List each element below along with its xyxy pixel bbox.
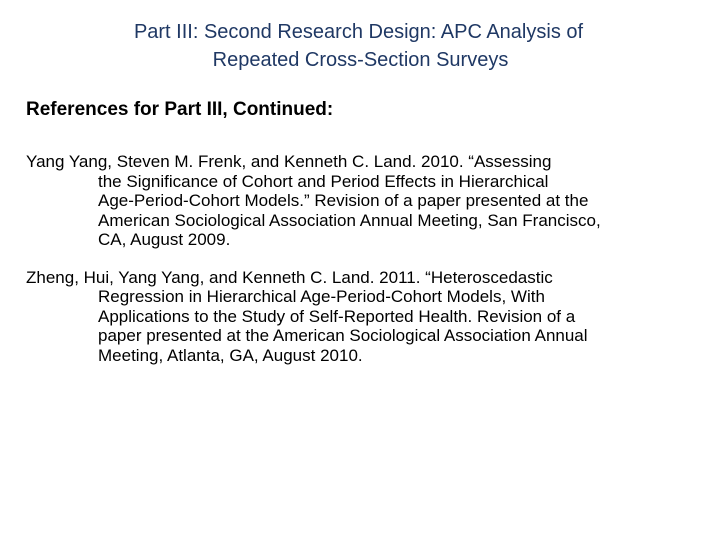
reference-line: Regression in Hierarchical Age-Period-Cohort Models, With	[98, 287, 545, 306]
reference-line: paper presented at the American Sociological Association Annual	[98, 326, 588, 345]
reference-line: the Significance of Cohort and Period Effects in Hierarchical	[98, 171, 549, 191]
reference-line: Age-Period-Cohort Models.” Revision of a paper presented at the	[98, 191, 589, 210]
reference-line: Yang Yang, Steven M. Frenk, and Kenneth C. Land. 2010. “Assessing	[26, 152, 552, 171]
reference-item	[26, 268, 696, 366]
reference-line: Applications to the Study of Self-Reported Health. Revision of a	[98, 306, 576, 326]
reference-line: Zheng, Hui, Yang Yang, and Kenneth C. Land. 2011. “Heteroscedastic	[26, 267, 553, 287]
references-heading: References for Part III, Continued:	[26, 99, 334, 120]
reference-item	[26, 152, 696, 250]
reference-line: CA, August 2009.	[98, 230, 231, 249]
title-line-1: Part III: Second Research Design: APC Analysis of	[133, 21, 584, 43]
slide-title	[0, 18, 720, 74]
reference-line: American Sociological Association Annual Meeting, San Francisco,	[98, 210, 601, 230]
title-line-2: Repeated Cross-Section Surveys	[212, 49, 509, 71]
reference-line: Meeting, Atlanta, GA, August 2010.	[98, 345, 363, 365]
reference-list	[26, 152, 696, 365]
